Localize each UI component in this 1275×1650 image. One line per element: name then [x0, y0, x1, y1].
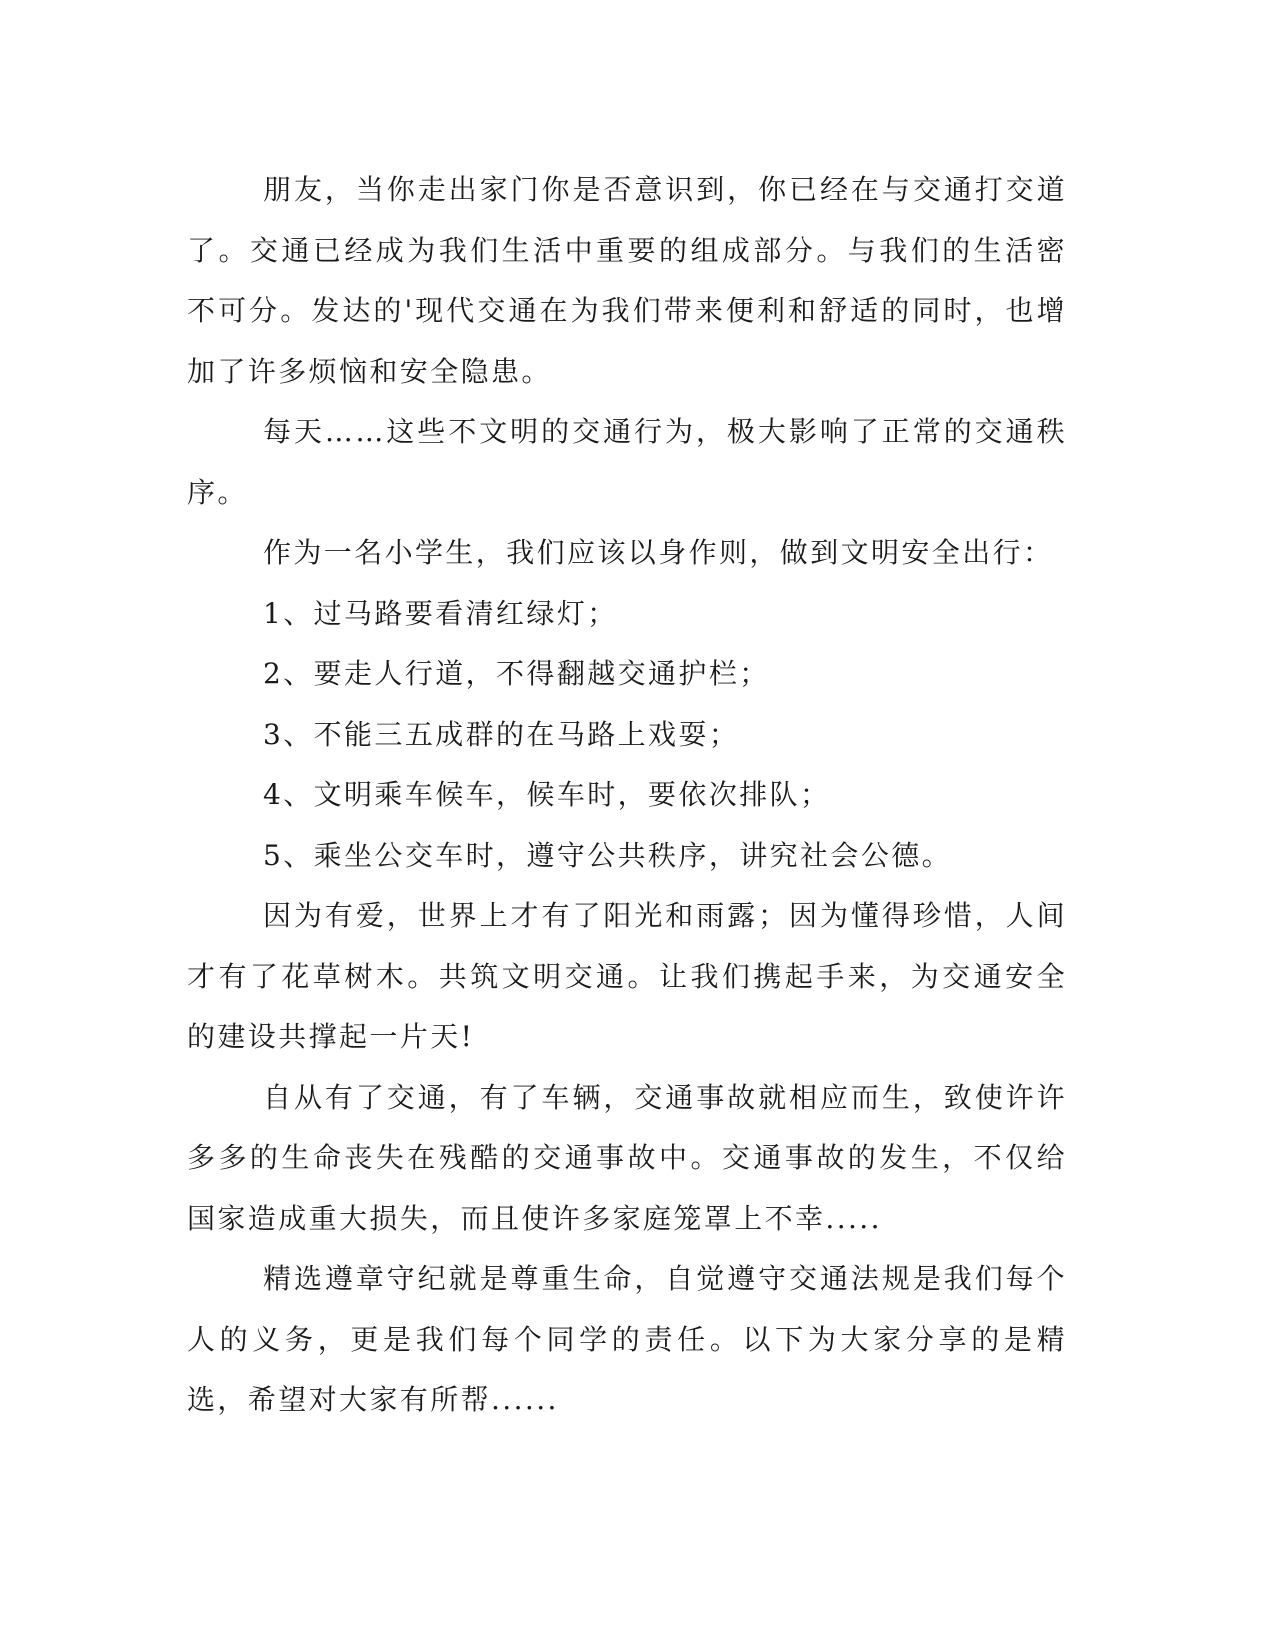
- rule-item-3: 3、不能三五成群的在马路上戏耍；: [263, 717, 740, 751]
- rule-item-5: 5、乘坐公交车时，遵守公共秩序，讲究社会公德。: [263, 838, 953, 872]
- rule-item-2: 2、要走人行道，不得翻越交通护栏；: [263, 657, 770, 690]
- paragraph-intro: 朋友，当你走出家门你是否意识到，你已经在与交通打交道了。交通已经成为我们生活中重要的组成部分。与我们的生活密不可分。发达的'现代交通在为我们带来便利和舒适的同时，也增加了许多烦恼和安全隐患。: [187, 173, 1067, 388]
- rule-item-4: 4、文明乘车候车，候车时，要依次排队；: [263, 778, 831, 811]
- paragraph-duty: 精选遵章守纪就是尊重生命，自觉遵守交通法规是我们每个人的义务，更是我们每个同学的责任。以下为大家分享的是精选，希望对大家有所帮......: [187, 1262, 1067, 1416]
- paragraph-daily: 每天……这些不文明的交通行为，极大影响了正常的交通秩序。: [187, 415, 1067, 509]
- paragraph-accidents: 自从有了交通，有了车辆，交通事故就相应而生，致使许许多多的生命丧失在残酷的交通事故中。交通事故的发生，不仅给国家造成重大损失，而且使许多家庭笼罩上不幸.....: [187, 1080, 1067, 1235]
- paragraph-pupil: 作为一名小学生，我们应该以身作则，做到文明安全出行：: [263, 536, 1054, 569]
- rule-item-1: 1、过马路要看清红绿灯；: [263, 596, 618, 630]
- document-body: [187, 160, 1067, 1431]
- paragraph-love: 因为有爱，世界上才有了阳光和雨露；因为懂得珍惜，人间才有了花草树木。共筑文明交通。让我们携起手来，为交通安全的建设共撑起一片天!: [187, 899, 1067, 1053]
